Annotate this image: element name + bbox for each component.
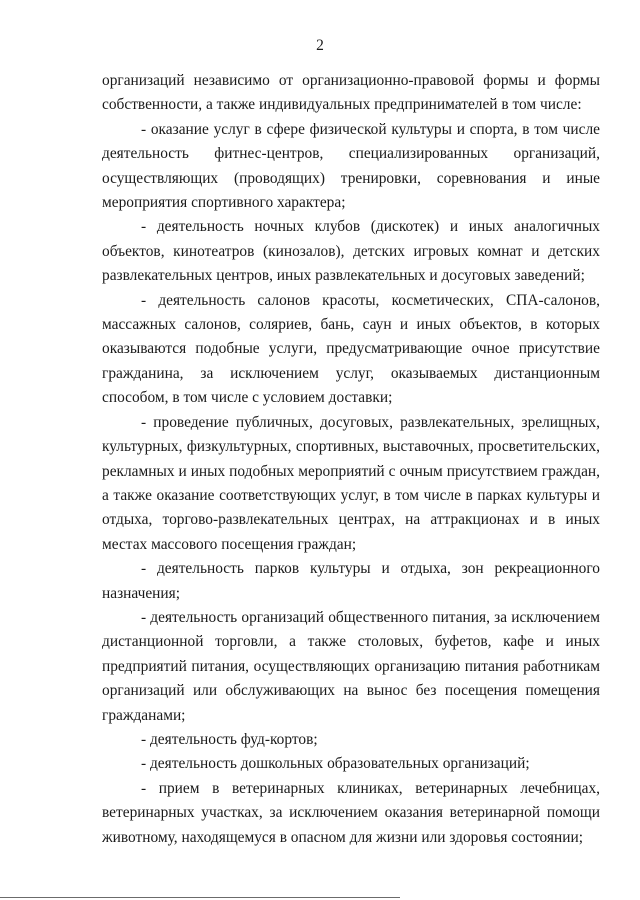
list-item-preschool: - деятельность дошкольных образовательных организаций; [141,755,530,773]
list-item-catering: - деятельность организаций общественного питания, за исключением дистанционной торговли, а также столовых, буфетов, кафе и иных предприятий питания, осуществляющих организацию питания работникам организаций или обслуживающих на вынос без посещения помещения гражданами; [102,608,600,724]
list-item-night-clubs: - деятельность ночных клубов (дискотек) и иных аналогичных объектов, кинотеатров (кинозалов), детских игровых комнат и детских развлекательных центров, иных развлекательных и досуговых заведений; [102,218,600,285]
page-number: 2 [316,37,324,54]
list-item-food-courts: - деятельность фуд-кортов; [141,730,318,748]
footer-divider [0,897,400,898]
list-item-sports-services: - оказание услуг в сфере физической культуры и спорта, в том числе деятельность фитнес-центров, специализированных организаций, осуществляющих (проводящих) тренировки, соревнования и иные мероприятия спортивного характера; [102,120,600,212]
paragraph-continuation: организаций независимо от организационно-правовой формы и формы собственности, а также индивидуальных предпринимателей в том числе: [102,72,600,114]
list-item-beauty-salons: - деятельность салонов красоты, косметических, СПА-салонов, массажных салонов, соляриев, бань, саун и иных объектов, в которых оказываются подобные услуги, предусматривающие очное присутствие гражданина, за исключением услуг, оказываемых дистанционным способом, в том числе с условием доставки; [102,291,600,407]
list-item-veterinary: - прием в ветеринарных клиниках, ветеринарных лечебницах, ветеринарных участках, за исключением оказания ветеринарной помощи животному, находящемуся в опасном для жизни или здоровья состоянии; [102,779,600,846]
list-item-parks: - деятельность парков культуры и отдыха, зон рекреационного назначения; [102,560,600,602]
document-body [102,69,600,850]
list-item-public-events: - проведение публичных, досуговых, развлекательных, зрелищных, культурных, физкультурных, спортивных, выставочных, просветительских, рекламных и иных подобных мероприятий с очным присутствием граждан, а также оказание соответствующих услуг, в том числе в парках культуры и отдыха, торгово-развлекательных центрах, на аттракционах и в иных местах массового посещения граждан; [102,413,600,553]
